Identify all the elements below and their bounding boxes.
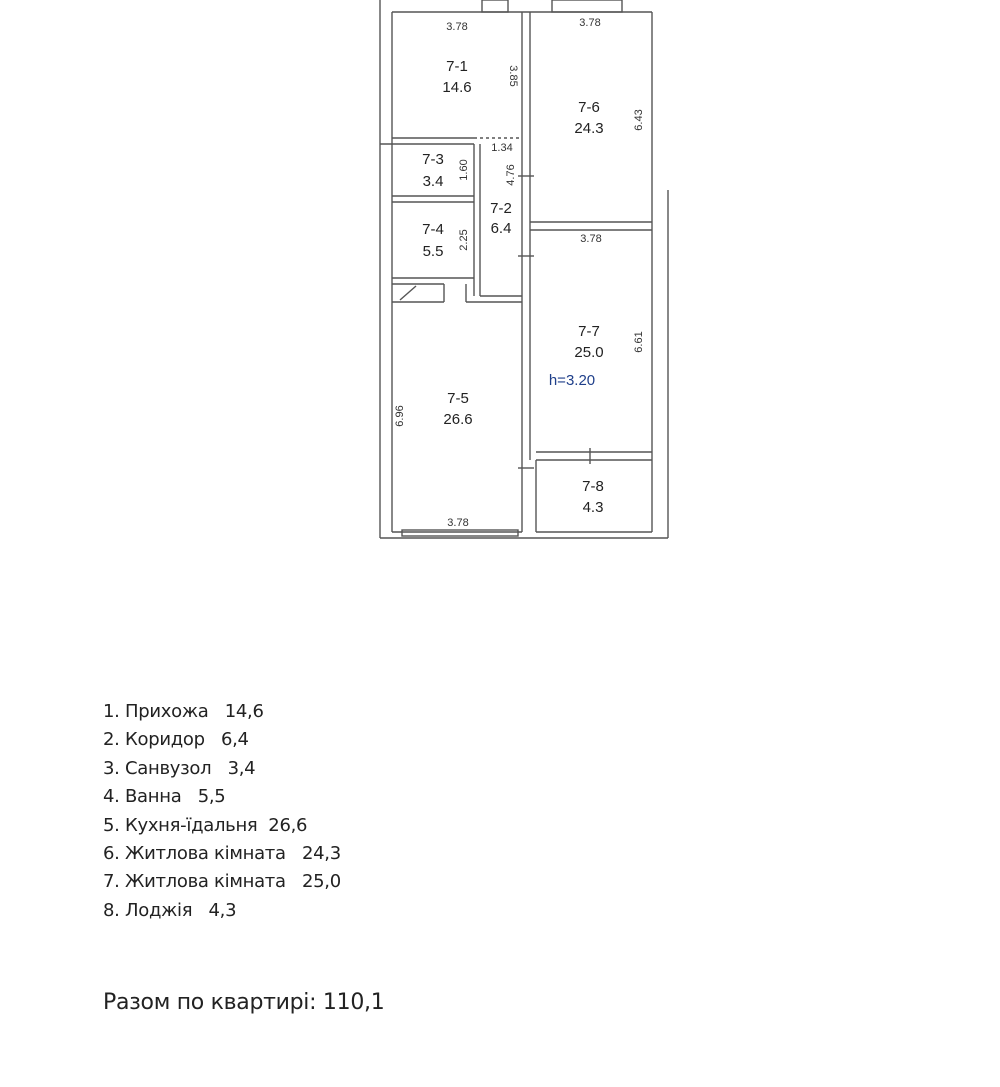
legend-item: 4. Ванна 5,5 (103, 786, 226, 808)
room-7-5-id: 7-5 (447, 390, 469, 407)
shaft-hatch (400, 286, 416, 300)
room-7-2-area: 6.4 (490, 220, 512, 237)
room-7-1-id: 7-1 (446, 58, 468, 75)
room-7-3-area: 3.4 (422, 173, 444, 190)
dim-7-7-top: 3.78 (580, 233, 602, 245)
room-7-6-id: 7-6 (578, 99, 600, 116)
legend-item: 3. Санвузол 3,4 (103, 757, 256, 779)
dim-7-1-side: 3.85 (507, 65, 519, 87)
room-7-3-id: 7-3 (422, 151, 444, 168)
room-7-7-area: 25.0 (574, 344, 604, 361)
dim-7-7-side: 6.61 (633, 331, 645, 353)
legend-item: 5. Кухня-їдальня 26,6 (103, 814, 308, 836)
top-door (482, 0, 508, 12)
room-7-4-id: 7-4 (422, 221, 444, 238)
dim-7-4-side: 2.25 (458, 229, 470, 251)
dim-7-5-side: 6.96 (394, 405, 406, 427)
ceiling-height: h=3.20 (548, 372, 596, 389)
legend-item: 1. Прихожа 14,6 (103, 701, 264, 722)
legend-item: 6. Житлова кімната 24,3 (103, 843, 341, 865)
room-legend (103, 698, 341, 925)
room-7-1-area: 14.6 (442, 79, 472, 96)
dim-7-6-top: 3.78 (579, 17, 601, 29)
dim-7-6-side: 6.43 (633, 109, 645, 131)
dim-7-3-side: 1.60 (458, 159, 470, 181)
room-7-8-area: 4.3 (582, 499, 604, 516)
legend-item: 7. Житлова кімната 25,0 (103, 871, 341, 893)
room-7-5-area: 26.6 (443, 411, 473, 428)
dim-7-2-side: 4.76 (505, 164, 517, 186)
dim-7-1-top: 3.78 (446, 21, 468, 33)
total-area: Разом по квартирі: 110,1 (103, 990, 385, 1015)
room-7-2-id: 7-2 (490, 200, 512, 217)
top-window (552, 0, 622, 12)
room-7-4-area: 5.5 (422, 243, 444, 260)
legend-item: 8. Лоджія 4,3 (103, 899, 237, 921)
legend-item: 2. Коридор 6,4 (103, 729, 249, 751)
room-7-6-area: 24.3 (574, 120, 604, 137)
room-7-7-id: 7-7 (578, 323, 600, 340)
dim-7-2-top: 1.34 (491, 142, 513, 154)
bottom-window (402, 530, 518, 536)
dim-7-5-bottom: 3.78 (447, 517, 469, 529)
room-7-8-id: 7-8 (582, 478, 604, 495)
